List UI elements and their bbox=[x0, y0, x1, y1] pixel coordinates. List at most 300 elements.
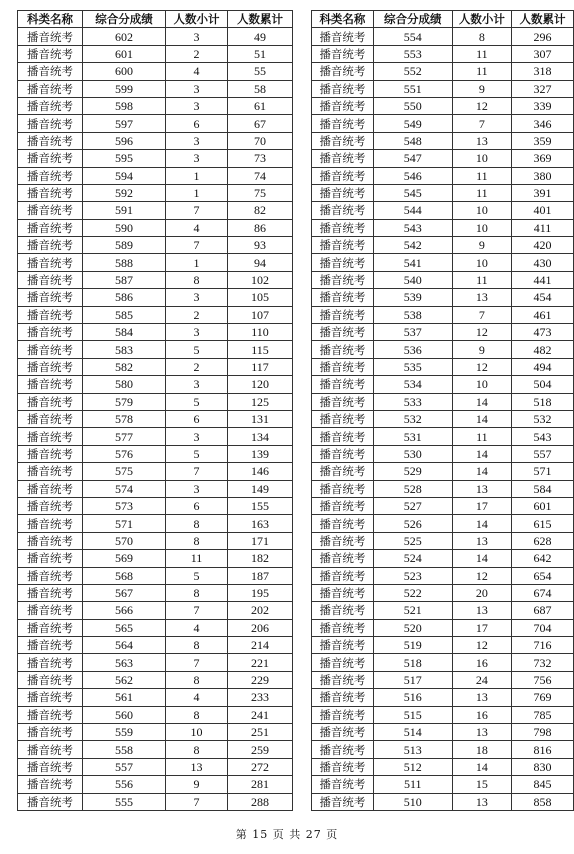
cell-count: 13 bbox=[452, 793, 511, 810]
cell-score: 552 bbox=[373, 63, 452, 80]
cell-category: 播音统考 bbox=[312, 410, 374, 427]
cell-category: 播音统考 bbox=[312, 324, 374, 341]
cell-cumulative: 281 bbox=[228, 776, 293, 793]
cell-score: 601 bbox=[83, 45, 166, 62]
cell-score: 527 bbox=[373, 497, 452, 514]
cell-score: 520 bbox=[373, 619, 452, 636]
table-row bbox=[312, 341, 574, 358]
table-row bbox=[18, 689, 293, 706]
table-row bbox=[312, 28, 574, 45]
cell-count: 4 bbox=[166, 689, 228, 706]
cell-count: 11 bbox=[452, 167, 511, 184]
cell-cumulative: 202 bbox=[228, 602, 293, 619]
cell-cumulative: 504 bbox=[512, 376, 574, 393]
cell-category: 播音统考 bbox=[18, 602, 83, 619]
cell-category: 播音统考 bbox=[312, 497, 374, 514]
cell-cumulative: 155 bbox=[228, 497, 293, 514]
cell-score: 571 bbox=[83, 515, 166, 532]
cell-score: 536 bbox=[373, 341, 452, 358]
cell-count: 5 bbox=[166, 445, 228, 462]
cell-count: 7 bbox=[166, 602, 228, 619]
cell-cumulative: 732 bbox=[512, 654, 574, 671]
footer-prefix: 第 bbox=[235, 828, 248, 841]
cell-count: 1 bbox=[166, 167, 228, 184]
cell-cumulative: 296 bbox=[512, 28, 574, 45]
cell-category: 播音统考 bbox=[312, 654, 374, 671]
table-row bbox=[312, 706, 574, 723]
cell-category: 播音统考 bbox=[18, 28, 83, 45]
table-row bbox=[18, 497, 293, 514]
cell-count: 12 bbox=[452, 324, 511, 341]
cell-category: 播音统考 bbox=[18, 115, 83, 132]
cell-score: 514 bbox=[373, 724, 452, 741]
cell-category: 播音统考 bbox=[18, 567, 83, 584]
cell-score: 585 bbox=[83, 306, 166, 323]
cell-category: 播音统考 bbox=[18, 428, 83, 445]
cell-category: 播音统考 bbox=[312, 132, 374, 149]
cell-cumulative: 441 bbox=[512, 271, 574, 288]
header-score: 综合分成绩 bbox=[83, 11, 166, 28]
table-row bbox=[18, 45, 293, 62]
table-row bbox=[18, 567, 293, 584]
cell-score: 562 bbox=[83, 671, 166, 688]
cell-category: 播音统考 bbox=[312, 150, 374, 167]
cell-count: 3 bbox=[166, 150, 228, 167]
cell-score: 559 bbox=[83, 724, 166, 741]
cell-category: 播音统考 bbox=[18, 80, 83, 97]
cell-category: 播音统考 bbox=[18, 150, 83, 167]
cell-cumulative: 518 bbox=[512, 393, 574, 410]
cell-category: 播音统考 bbox=[312, 602, 374, 619]
cell-cumulative: 584 bbox=[512, 480, 574, 497]
cell-score: 543 bbox=[373, 219, 452, 236]
cell-category: 播音统考 bbox=[312, 741, 374, 758]
cell-cumulative: 785 bbox=[512, 706, 574, 723]
cell-count: 10 bbox=[452, 254, 511, 271]
cell-score: 597 bbox=[83, 115, 166, 132]
cell-count: 18 bbox=[452, 741, 511, 758]
table-row bbox=[312, 689, 574, 706]
cell-cumulative: 134 bbox=[228, 428, 293, 445]
table-row bbox=[18, 80, 293, 97]
cell-category: 播音统考 bbox=[312, 689, 374, 706]
cell-score: 568 bbox=[83, 567, 166, 584]
cell-category: 播音统考 bbox=[312, 428, 374, 445]
cell-count: 10 bbox=[452, 202, 511, 219]
table-row bbox=[18, 619, 293, 636]
cell-category: 播音统考 bbox=[18, 358, 83, 375]
table-row bbox=[18, 793, 293, 810]
cell-cumulative: 380 bbox=[512, 167, 574, 184]
cell-cumulative: 107 bbox=[228, 306, 293, 323]
cell-count: 7 bbox=[166, 237, 228, 254]
cell-cumulative: 251 bbox=[228, 724, 293, 741]
cell-cumulative: 461 bbox=[512, 306, 574, 323]
cell-category: 播音统考 bbox=[18, 463, 83, 480]
cell-category: 播音统考 bbox=[312, 80, 374, 97]
cell-score: 535 bbox=[373, 358, 452, 375]
cell-count: 11 bbox=[452, 271, 511, 288]
table-row bbox=[18, 741, 293, 758]
cell-count: 4 bbox=[166, 619, 228, 636]
cell-cumulative: 182 bbox=[228, 550, 293, 567]
cell-cumulative: 115 bbox=[228, 341, 293, 358]
cell-count: 15 bbox=[452, 776, 511, 793]
cell-score: 548 bbox=[373, 132, 452, 149]
table-row bbox=[18, 532, 293, 549]
cell-cumulative: 628 bbox=[512, 532, 574, 549]
table-row bbox=[18, 97, 293, 114]
cell-cumulative: 756 bbox=[512, 671, 574, 688]
cell-cumulative: 543 bbox=[512, 428, 574, 445]
cell-score: 542 bbox=[373, 237, 452, 254]
cell-score: 579 bbox=[83, 393, 166, 410]
cell-cumulative: 858 bbox=[512, 793, 574, 810]
cell-count: 8 bbox=[166, 584, 228, 601]
cell-category: 播音统考 bbox=[312, 463, 374, 480]
cell-count: 1 bbox=[166, 254, 228, 271]
cell-category: 播音统考 bbox=[312, 97, 374, 114]
table-row bbox=[312, 793, 574, 810]
cell-cumulative: 75 bbox=[228, 184, 293, 201]
cell-count: 14 bbox=[452, 393, 511, 410]
cell-cumulative: 61 bbox=[228, 97, 293, 114]
cell-count: 3 bbox=[166, 289, 228, 306]
cell-cumulative: 769 bbox=[512, 689, 574, 706]
cell-count: 8 bbox=[166, 671, 228, 688]
cell-category: 播音统考 bbox=[18, 480, 83, 497]
cell-count: 14 bbox=[452, 550, 511, 567]
table-row bbox=[18, 167, 293, 184]
cell-score: 595 bbox=[83, 150, 166, 167]
cell-category: 播音统考 bbox=[312, 584, 374, 601]
table-row bbox=[18, 410, 293, 427]
table-row bbox=[312, 167, 574, 184]
table-row bbox=[312, 724, 574, 741]
table-row bbox=[312, 271, 574, 288]
cell-category: 播音统考 bbox=[312, 202, 374, 219]
cell-cumulative: 55 bbox=[228, 63, 293, 80]
table-row bbox=[18, 237, 293, 254]
cell-cumulative: 86 bbox=[228, 219, 293, 236]
cell-score: 600 bbox=[83, 63, 166, 80]
cell-score: 590 bbox=[83, 219, 166, 236]
table-header-row bbox=[312, 11, 574, 28]
cell-cumulative: 532 bbox=[512, 410, 574, 427]
cell-cumulative: 798 bbox=[512, 724, 574, 741]
cell-category: 播音统考 bbox=[18, 306, 83, 323]
cell-category: 播音统考 bbox=[312, 793, 374, 810]
table-body-right bbox=[312, 28, 574, 811]
cell-count: 8 bbox=[166, 637, 228, 654]
cell-score: 582 bbox=[83, 358, 166, 375]
table-row bbox=[18, 480, 293, 497]
cell-category: 播音统考 bbox=[18, 619, 83, 636]
cell-count: 12 bbox=[452, 358, 511, 375]
table-row bbox=[312, 306, 574, 323]
cell-category: 播音统考 bbox=[312, 515, 374, 532]
cell-cumulative: 74 bbox=[228, 167, 293, 184]
cell-score: 555 bbox=[83, 793, 166, 810]
table-row bbox=[18, 602, 293, 619]
cell-count: 9 bbox=[452, 237, 511, 254]
cell-score: 580 bbox=[83, 376, 166, 393]
cell-count: 16 bbox=[452, 706, 511, 723]
table-row bbox=[312, 567, 574, 584]
cell-count: 5 bbox=[166, 393, 228, 410]
table-row bbox=[312, 132, 574, 149]
cell-category: 播音统考 bbox=[18, 793, 83, 810]
cell-cumulative: 654 bbox=[512, 567, 574, 584]
cell-count: 11 bbox=[452, 45, 511, 62]
cell-count: 10 bbox=[452, 219, 511, 236]
cell-cumulative: 557 bbox=[512, 445, 574, 462]
table-row bbox=[18, 28, 293, 45]
cell-score: 602 bbox=[83, 28, 166, 45]
table-row bbox=[312, 758, 574, 775]
cell-count: 3 bbox=[166, 80, 228, 97]
cell-cumulative: 149 bbox=[228, 480, 293, 497]
header-count: 人数小计 bbox=[166, 11, 228, 28]
table-row bbox=[18, 132, 293, 149]
cell-cumulative: 233 bbox=[228, 689, 293, 706]
score-table-right bbox=[311, 10, 574, 811]
cell-count: 3 bbox=[166, 97, 228, 114]
table-row bbox=[18, 445, 293, 462]
cell-count: 14 bbox=[452, 445, 511, 462]
cell-score: 515 bbox=[373, 706, 452, 723]
table-row bbox=[312, 619, 574, 636]
cell-score: 564 bbox=[83, 637, 166, 654]
header-category: 科类名称 bbox=[312, 11, 374, 28]
table-header-row bbox=[18, 11, 293, 28]
cell-category: 播音统考 bbox=[312, 115, 374, 132]
cell-score: 570 bbox=[83, 532, 166, 549]
cell-count: 13 bbox=[452, 602, 511, 619]
cell-cumulative: 125 bbox=[228, 393, 293, 410]
cell-category: 播音统考 bbox=[18, 167, 83, 184]
cell-count: 24 bbox=[452, 671, 511, 688]
cell-cumulative: 82 bbox=[228, 202, 293, 219]
cell-category: 播音统考 bbox=[18, 219, 83, 236]
cell-count: 8 bbox=[166, 515, 228, 532]
cell-category: 播音统考 bbox=[312, 28, 374, 45]
table-row bbox=[312, 497, 574, 514]
table-row bbox=[18, 306, 293, 323]
cell-score: 598 bbox=[83, 97, 166, 114]
cell-category: 播音统考 bbox=[18, 637, 83, 654]
table-row bbox=[312, 445, 574, 462]
cell-category: 播音统考 bbox=[312, 567, 374, 584]
table-row bbox=[18, 758, 293, 775]
cell-category: 播音统考 bbox=[312, 63, 374, 80]
table-row bbox=[312, 324, 574, 341]
cell-score: 553 bbox=[373, 45, 452, 62]
cell-score: 567 bbox=[83, 584, 166, 601]
cell-count: 12 bbox=[452, 637, 511, 654]
cell-cumulative: 494 bbox=[512, 358, 574, 375]
cell-category: 播音统考 bbox=[312, 532, 374, 549]
cell-count: 7 bbox=[166, 202, 228, 219]
cell-score: 545 bbox=[373, 184, 452, 201]
cell-score: 513 bbox=[373, 741, 452, 758]
cell-score: 540 bbox=[373, 271, 452, 288]
cell-count: 10 bbox=[452, 150, 511, 167]
cell-cumulative: 411 bbox=[512, 219, 574, 236]
cell-count: 8 bbox=[166, 741, 228, 758]
cell-count: 10 bbox=[166, 724, 228, 741]
table-row bbox=[18, 376, 293, 393]
cell-cumulative: 369 bbox=[512, 150, 574, 167]
cell-score: 574 bbox=[83, 480, 166, 497]
cell-count: 14 bbox=[452, 410, 511, 427]
total-pages: 27 bbox=[305, 828, 322, 841]
cell-score: 528 bbox=[373, 480, 452, 497]
cell-count: 7 bbox=[452, 115, 511, 132]
cell-score: 577 bbox=[83, 428, 166, 445]
cell-category: 播音统考 bbox=[18, 776, 83, 793]
cell-score: 576 bbox=[83, 445, 166, 462]
cell-score: 516 bbox=[373, 689, 452, 706]
cell-category: 播音统考 bbox=[18, 550, 83, 567]
cell-score: 546 bbox=[373, 167, 452, 184]
footer-suffix: 页 bbox=[326, 828, 339, 841]
cell-cumulative: 49 bbox=[228, 28, 293, 45]
cell-count: 8 bbox=[452, 28, 511, 45]
cell-score: 523 bbox=[373, 567, 452, 584]
cell-cumulative: 674 bbox=[512, 584, 574, 601]
cell-count: 5 bbox=[166, 341, 228, 358]
cell-count: 8 bbox=[166, 706, 228, 723]
table-row bbox=[312, 97, 574, 114]
cell-count: 3 bbox=[166, 28, 228, 45]
cell-count: 5 bbox=[166, 567, 228, 584]
cell-count: 11 bbox=[452, 184, 511, 201]
table-row bbox=[18, 358, 293, 375]
header-category: 科类名称 bbox=[18, 11, 83, 28]
cell-cumulative: 120 bbox=[228, 376, 293, 393]
cell-count: 6 bbox=[166, 410, 228, 427]
cell-category: 播音统考 bbox=[18, 724, 83, 741]
cell-score: 588 bbox=[83, 254, 166, 271]
cell-score: 518 bbox=[373, 654, 452, 671]
cell-score: 589 bbox=[83, 237, 166, 254]
cell-count: 1 bbox=[166, 184, 228, 201]
cell-count: 2 bbox=[166, 45, 228, 62]
cell-cumulative: 110 bbox=[228, 324, 293, 341]
cell-score: 530 bbox=[373, 445, 452, 462]
cell-score: 537 bbox=[373, 324, 452, 341]
table-row bbox=[312, 741, 574, 758]
cell-score: 544 bbox=[373, 202, 452, 219]
cell-category: 播音统考 bbox=[312, 619, 374, 636]
cell-score: 565 bbox=[83, 619, 166, 636]
score-table-left bbox=[17, 10, 293, 811]
cell-category: 播音统考 bbox=[312, 219, 374, 236]
cell-score: 558 bbox=[83, 741, 166, 758]
cell-score: 592 bbox=[83, 184, 166, 201]
table-row bbox=[312, 428, 574, 445]
cell-score: 557 bbox=[83, 758, 166, 775]
table-row bbox=[312, 80, 574, 97]
table-row bbox=[312, 584, 574, 601]
cell-count: 3 bbox=[166, 324, 228, 341]
table-row bbox=[312, 515, 574, 532]
table-row bbox=[312, 376, 574, 393]
cell-count: 11 bbox=[452, 428, 511, 445]
cell-category: 播音统考 bbox=[18, 184, 83, 201]
cell-count: 14 bbox=[452, 463, 511, 480]
cell-score: 573 bbox=[83, 497, 166, 514]
cell-category: 播音统考 bbox=[312, 45, 374, 62]
cell-cumulative: 288 bbox=[228, 793, 293, 810]
cell-cumulative: 70 bbox=[228, 132, 293, 149]
cell-score: 547 bbox=[373, 150, 452, 167]
cell-count: 8 bbox=[166, 532, 228, 549]
cell-cumulative: 146 bbox=[228, 463, 293, 480]
cell-cumulative: 482 bbox=[512, 341, 574, 358]
cell-cumulative: 229 bbox=[228, 671, 293, 688]
cell-cumulative: 93 bbox=[228, 237, 293, 254]
table-row bbox=[18, 550, 293, 567]
cell-count: 3 bbox=[166, 376, 228, 393]
table-row bbox=[312, 219, 574, 236]
cell-count: 3 bbox=[166, 480, 228, 497]
table-row bbox=[18, 724, 293, 741]
cell-category: 播音统考 bbox=[18, 254, 83, 271]
cell-count: 9 bbox=[452, 341, 511, 358]
cell-score: 563 bbox=[83, 654, 166, 671]
cell-cumulative: 139 bbox=[228, 445, 293, 462]
cell-score: 578 bbox=[83, 410, 166, 427]
cell-count: 8 bbox=[166, 271, 228, 288]
cell-count: 13 bbox=[452, 724, 511, 741]
cell-cumulative: 241 bbox=[228, 706, 293, 723]
cell-cumulative: 571 bbox=[512, 463, 574, 480]
table-row bbox=[312, 410, 574, 427]
cell-category: 播音统考 bbox=[312, 376, 374, 393]
table-row bbox=[18, 271, 293, 288]
table-row bbox=[18, 341, 293, 358]
cell-cumulative: 816 bbox=[512, 741, 574, 758]
cell-cumulative: 601 bbox=[512, 497, 574, 514]
cell-score: 517 bbox=[373, 671, 452, 688]
table-row bbox=[312, 150, 574, 167]
cell-cumulative: 420 bbox=[512, 237, 574, 254]
cell-category: 播音统考 bbox=[312, 637, 374, 654]
page-number: 15 bbox=[252, 828, 269, 841]
cell-score: 596 bbox=[83, 132, 166, 149]
cell-score: 586 bbox=[83, 289, 166, 306]
cell-category: 播音统考 bbox=[312, 184, 374, 201]
cell-category: 播音统考 bbox=[18, 97, 83, 114]
cell-cumulative: 214 bbox=[228, 637, 293, 654]
cell-count: 3 bbox=[166, 132, 228, 149]
cell-category: 播音统考 bbox=[312, 393, 374, 410]
table-row bbox=[18, 219, 293, 236]
cell-count: 13 bbox=[452, 132, 511, 149]
header-cumulative: 人数累计 bbox=[512, 11, 574, 28]
table-row bbox=[312, 45, 574, 62]
cell-count: 13 bbox=[452, 689, 511, 706]
cell-count: 16 bbox=[452, 654, 511, 671]
cell-cumulative: 102 bbox=[228, 271, 293, 288]
cell-category: 播音统考 bbox=[18, 532, 83, 549]
table-row bbox=[18, 184, 293, 201]
cell-count: 6 bbox=[166, 497, 228, 514]
cell-score: 569 bbox=[83, 550, 166, 567]
cell-score: 510 bbox=[373, 793, 452, 810]
